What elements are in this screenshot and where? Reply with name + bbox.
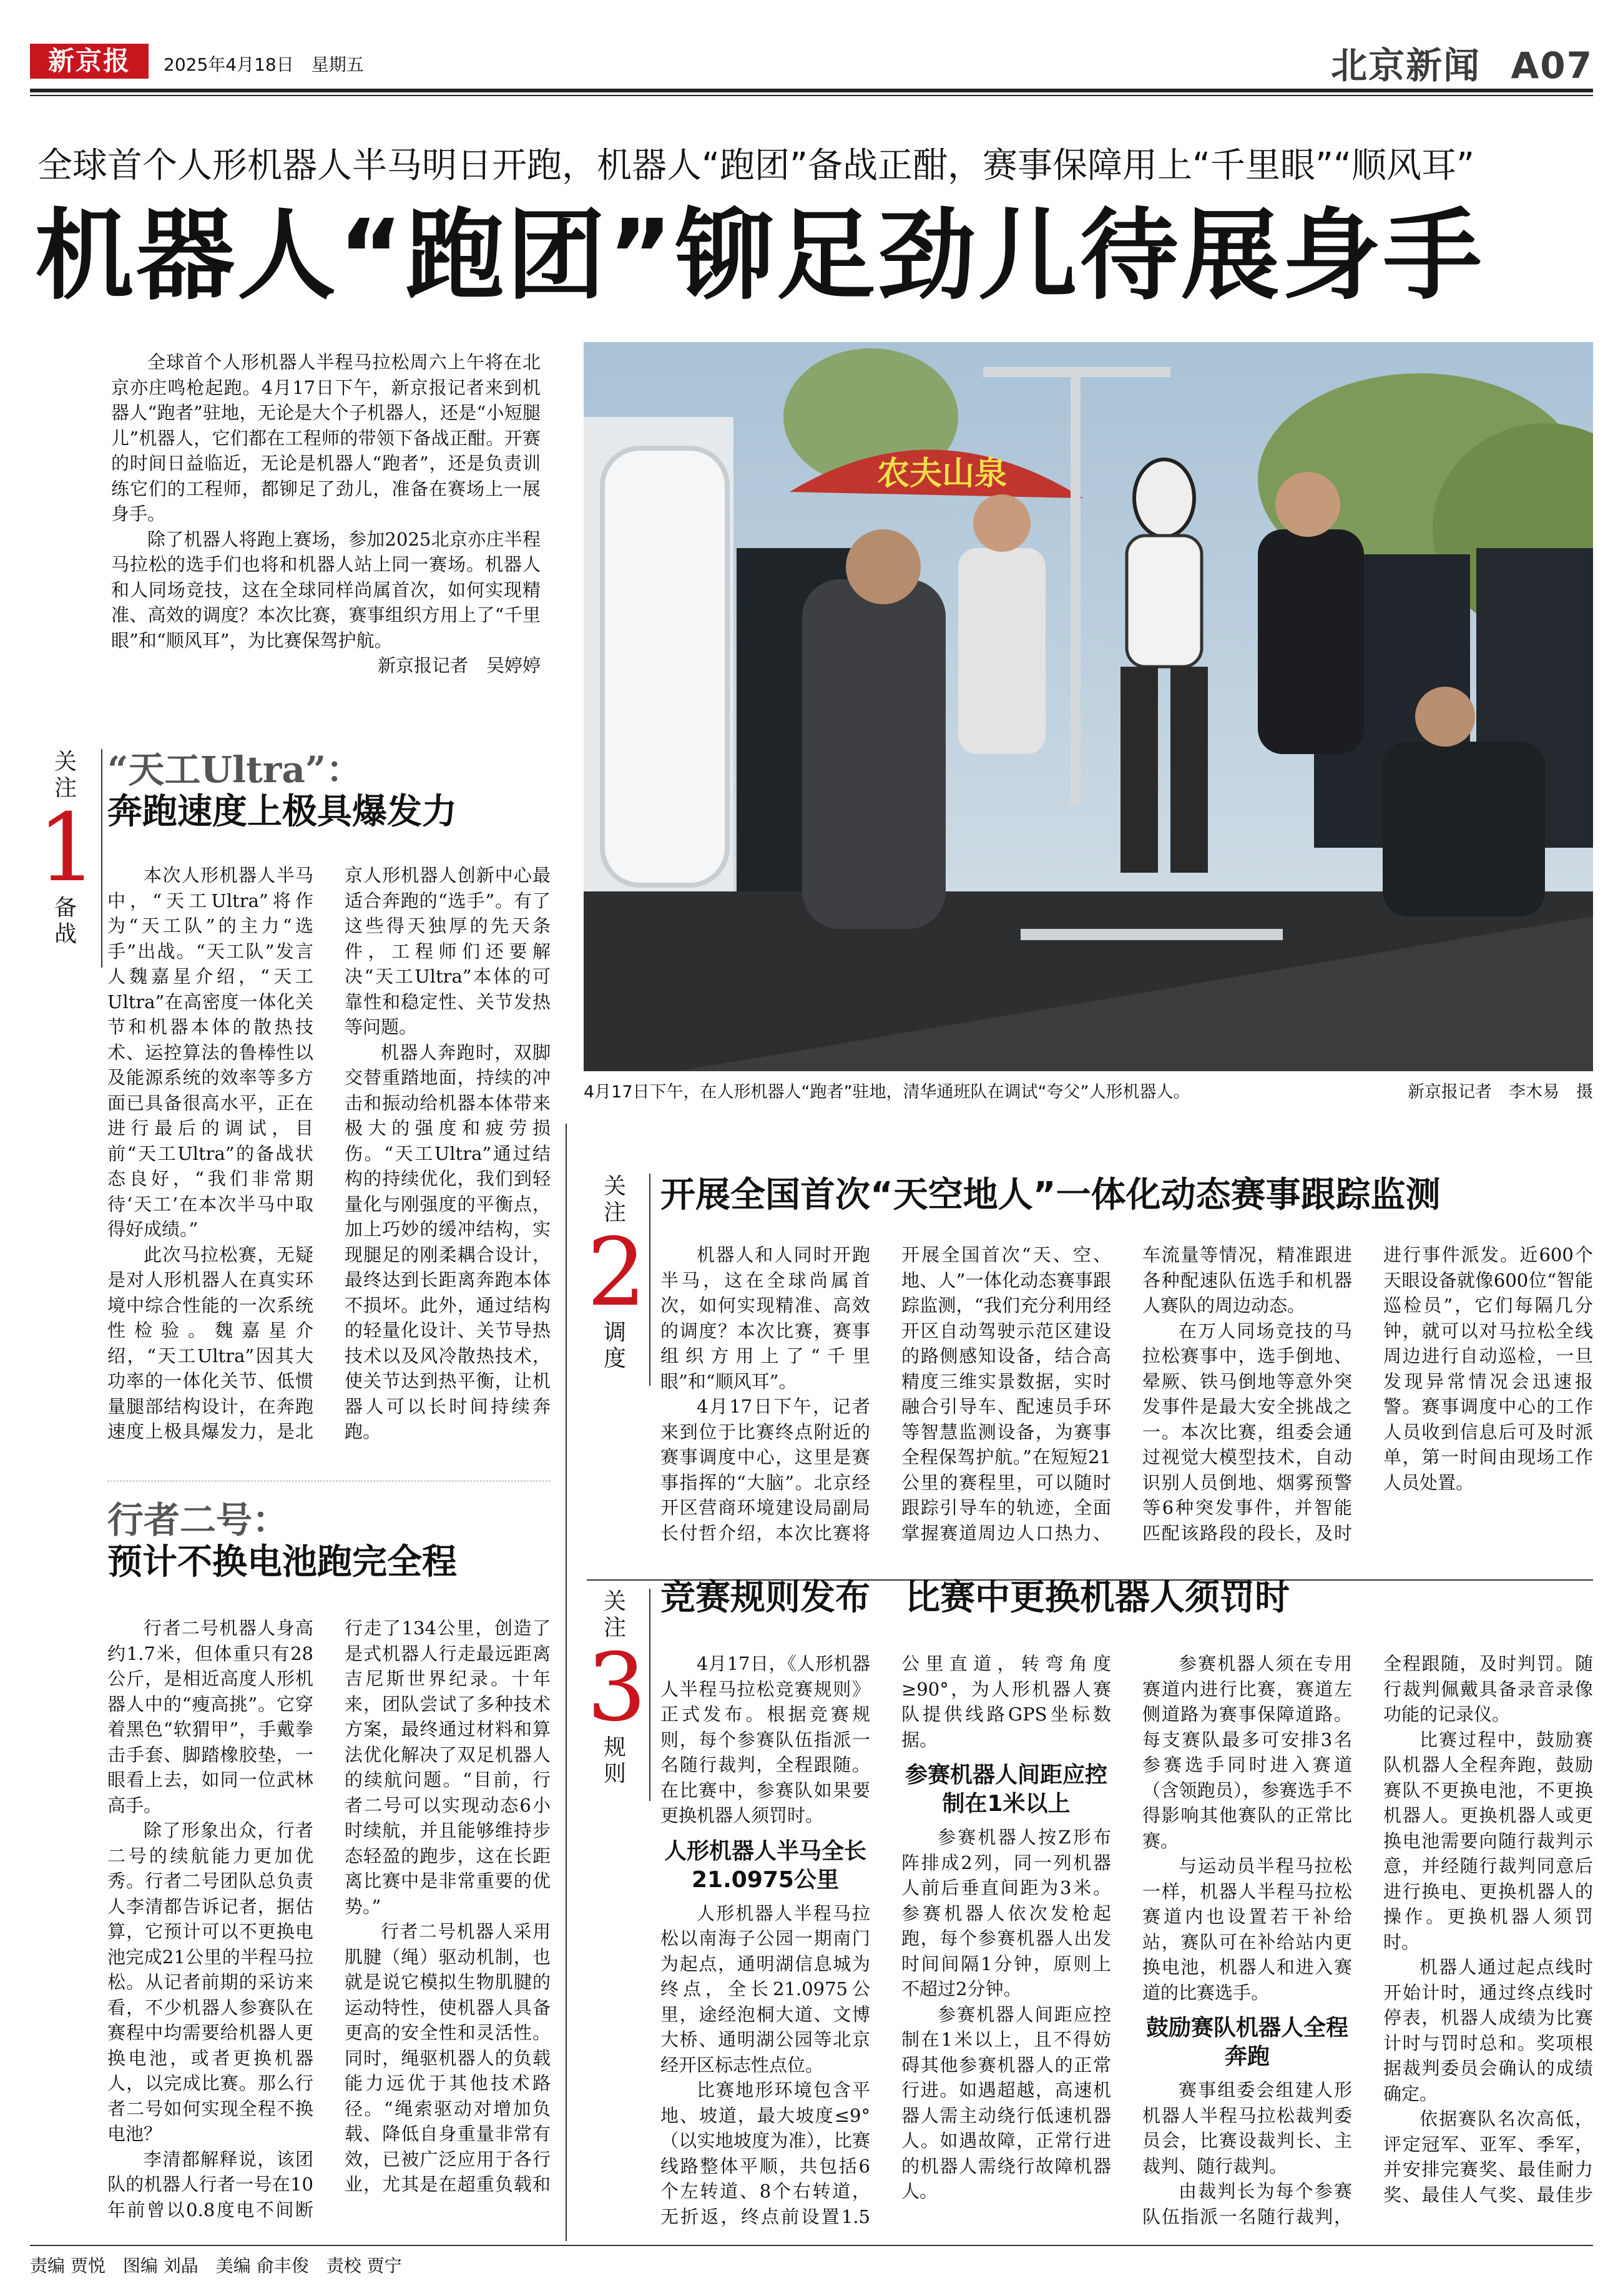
focus1-part2-title-a: 行者二号：	[107, 1499, 289, 1541]
focus3-divider	[649, 1589, 650, 1801]
article-paragraph: 参赛机器人间距应控制在1米以上，且不得妨碍其他参赛机器人的正常行进。如遇超越，高速机器人需主动绕行低速机器人。如遇故障，正常行进的机器人需绕行故障机器人。	[901, 2003, 1111, 2202]
article-paragraph: 机器人通过起点线时开始计时，通过终点线时停表，机器人成绩为比赛计时与罚时总和。奖项根据裁判委员会确认的成绩确定。	[1383, 1956, 1593, 2104]
issue-date: 2025年4月18日 星期五	[164, 54, 364, 75]
article-paragraph: 本次人形机器人半马中，“天工Ultra”将作为“天工队”的主力“选手”出战。“天工队”发言人魏嘉星介绍，“天工Ultra”在高密度一体化关节和机器本体的散热技术、运控算法的鲁棒性以及能源系统的效率等多方面已具备很高水平，正在进行最后的调试，目前“天工Ultra”的备战状态良好，“我们非常期待‘天工’在本次半马中取得好成绩。”	[107, 865, 313, 1240]
focus1-part1-title-b: 奔跑速度上极具爆发力	[107, 792, 457, 832]
editor-credits: 责编 贾悦 图编 刘晶 美编 俞丰俊 责校 贾宁	[30, 2255, 402, 2276]
article-paragraph: 4月17日下午，记者来到位于比赛终点附近的赛事调度中心，这里是赛事指挥的“大脑”。北京经开区营商环境建设局副局长付哲介绍，本次比赛将开展全国首次“天、空、地、人”一体化动态赛事跟踪监测，“我们充分利用经开区自动驾驶示范区建设的路侧感知设备，结合高精度三维实景数据，实时融合引导车、配速员手环等智慧监测设备，为赛事全程保驾护航。”在短短21公里的赛程里，可以随时跟踪引导车的轨迹，全面掌握赛道周边人口热力、车流量等情况，精准跟进各种配速队伍选手和机器人赛队的周边动态。	[660, 1244, 1352, 1544]
article-paragraph: 参赛机器人须在专用赛道内进行比赛，赛道左侧道路为赛事保障道路。每支赛队最多可安排3名参赛选手同时进入赛道（含领跑员），参赛选手不得影响其他赛队的正常比赛。	[1142, 1653, 1352, 1852]
article-paragraph: 参赛机器人按Z形布阵排成2列，同一列机器人前后垂直间距为3米。参赛机器人依次发枪起跑，每个参赛机器人出发时间间隔1分钟，原则上不超过2分钟。	[901, 1827, 1111, 1999]
footer-rule	[30, 2245, 1593, 2246]
focus1-divider	[101, 749, 102, 968]
focus2-badge	[587, 1174, 647, 1372]
article-paragraph: 比赛过程中，鼓励赛队机器人全程奔跑，鼓励赛队不更换电池，不更换机器人。更换机器人或更换电池需要向随行裁判示意，并经随行裁判同意后进行换电、更换机器人的操作。更换机器人须罚时。	[1383, 1729, 1593, 1953]
newspaper-logo: 新京报	[30, 44, 149, 79]
article-paragraph: 由裁判长为每个参赛队伍指派一名随行裁判，全程跟随，及时判罚。随行裁判佩戴具备录音录像功能的记录仪。	[1142, 1653, 1593, 2227]
focus3-title: 竞赛规则发布 比赛中更换机器人须罚时	[660, 1577, 1290, 1618]
lead-text	[111, 350, 541, 718]
article-paragraph: 李清都解释说，该团队的机器人行者一号在10年前曾以0.8度电不间断行走了134公里，创造了是式机器人行走最远距离吉尼斯世界纪录。十年来，团队尝试了多种技术方案，最终通过材料和算法优化解决了双足机器人的续航问题。“目前，行者二号可以实现动态6小时续航，并且能够维持步态轻盈的跑步，这在长距离比赛中是非常重要的优势。”	[107, 1617, 551, 2220]
masthead-rule-thin	[30, 95, 1593, 96]
masthead-rule	[30, 89, 1593, 92]
focus-topic: 备战	[54, 895, 77, 947]
focus-topic: 调度	[603, 1320, 626, 1371]
article-paragraph: 比赛地形环境包含平地、坡道，最大坡度≤9°（以实地坡度为准），比赛线路整体平顺，共包括6个左转道、8个右转道，无折返，终点前设置1.5公里直道，转弯角度≥90°，为人形机器人赛队提供线路GPS坐标数据。	[660, 1653, 1111, 2227]
umbrella-brand: 农夫山泉	[877, 455, 1008, 493]
column-divider	[566, 1124, 567, 2241]
focus1-badge	[37, 749, 97, 948]
photo-caption: 4月17日下午，在人形机器人“跑者”驻地，清华通班队在调试“夸父”人形机器人。	[584, 1082, 1190, 1102]
focus2-text	[660, 1242, 1593, 1573]
focus3-text	[660, 1651, 1593, 2238]
focus-number: 2	[587, 1219, 647, 1327]
article-paragraph: 人形机器人半程马拉松以南海子公园一期南门为起点，通明湖信息城为终点，全长21.0975公里，途经泡桐大道、文博大桥、通明湖公园等北京经开区标志性点位。	[660, 1902, 870, 2076]
focus3-sub1-title: 人形机器人半马全长21.0975公里	[664, 1838, 866, 1893]
article-paragraph: 依据赛队名次高低，评定冠军、亚军、季军，并安排完赛奖、最佳耐力奖、最佳人气奖、最佳步	[1383, 2108, 1593, 2205]
focus-label: 关注	[603, 1589, 626, 1641]
focus1-part2-text	[107, 1616, 551, 2232]
lead-paragraph: 除了机器人将跑上赛场，参加2025北京亦庄半程马拉松的选手们也将和机器人站上同一赛场。机器人和人同场竞技，这在全球同样尚属首次，如何实现精准、高效的调度？本次比赛，赛事组织方用上了“千里眼”和“顺风耳”，为比赛保驾护航。	[111, 528, 541, 651]
news-photo	[584, 342, 1593, 1071]
article-paragraph: 4月17日，《人形机器人半程马拉松竞赛规则》正式发布。根据竞赛规则，每个参赛队伍指派一名随行裁判，全程跟随。在比赛中，参赛队如果要更换机器人须罚时。	[660, 1653, 870, 1826]
photo-caption-row	[584, 1081, 1593, 1104]
section-header	[1331, 36, 1593, 89]
focus3-sub3-title: 鼓励赛队机器人全程奔跑	[1145, 2015, 1348, 2069]
article-paragraph: 赛事组委会组建人形机器人半程马拉松裁判委员会，比赛设裁判长、主裁判、随行裁判。	[1142, 2079, 1352, 2177]
lead-paragraph: 全球首个人形机器人半程马拉松周六上午将在北京亦庄鸣枪起跑。4月17日下午，新京报记者来到机器人“跑者”驻地，无论是大个子机器人，还是“小短腿儿”机器人，它们都在工程师的带领下备战正酣。开赛的时间日益临近，无论是机器人“跑者”，还是负责训练它们的工程师，都铆足了劲儿，准备在赛场上一展身手。	[111, 351, 541, 524]
focus1-part1-title-a: “天工Ultra”：	[107, 748, 363, 791]
photo-illustration	[584, 342, 1593, 1071]
article-paragraph: 此次马拉松赛，无疑是对人形机器人在真实环境中综合性能的一次系统性检验。魏嘉星介绍，“天工Ultra”因其大功率的一体化关节、低惯量腿部结构设计，在奔跑速度上极具爆发力，是北京人形机器人创新中心最适合奔跑的“选手”。有了这些得天独厚的先天条件，工程师们还要解决“天工Ultra”本体的可靠性和稳定性、关节发热等问题。	[107, 865, 551, 1442]
focus-number: 3	[587, 1634, 647, 1742]
article-paragraph: 行者二号机器人身高约1.7米，但体重只有28公斤，是相近高度人形机器人中的“瘦高挑”。它穿着黑色“软猬甲”，手戴拳击手套、脚踏橡胶垫，一眼看上去，如同一位武林高手。	[107, 1617, 313, 1816]
photo-credit: 新京报记者 李木易 摄	[1408, 1082, 1593, 1102]
article-paragraph: 行者二号机器人采用肌腱（绳）驱动机制，也就是说它模拟生物肌腱的运动特性，使机器人具备更高的安全性和灵活性。同时，绳驱机器人的负载能力远优于其他技术路径。“绳索驱动对增加负载、降低自身重量非常有效，已被广泛应用于各行业，尤其是在超重负载和	[345, 1921, 551, 2195]
focus2-title: 开展全国首次“天空地人”一体化动态赛事跟踪监测	[660, 1175, 1441, 1215]
focus2-divider	[649, 1174, 650, 1386]
focus1-part1-text	[107, 863, 551, 1465]
focus3-sub2-title: 参赛机器人间距应控制在1米以上	[905, 1762, 1107, 1817]
focus1-part2-title-b: 预计不换电池跑完全程	[107, 1542, 457, 1582]
article-paragraph: 除了形象出众，行者二号的续航能力更加优秀。行者二号团队总负责人李清都告诉记者，据估算，它预计可以不更换电池完成21公里的半程马拉松。从记者前期的采访来看，不少机器人参赛队在赛程中均需要给机器人更换电池，或者更换机器人，以完成比赛。那么行者二号如何实现全程不换电池？	[107, 1820, 313, 2144]
focus-number: 1	[37, 794, 97, 903]
focus-topic: 规则	[603, 1735, 626, 1787]
article-paragraph: 机器人奔跑时，双脚交替重踏地面，持续的冲击和振动给机器本体带来极大的强度和疲劳损伤。“天工Ultra”通过结构的持续优化，我们到轻量化与刚强度的平衡点，加上巧妙的缓冲结构，实现腿足的刚柔耦合设计，最终达到长距离奔跑本体不损坏。此外，通过结构的轻量化设计、关节导热技术以及风冷散热技术，使关节达到热平衡，让机器人可以长时间持续奔跑。	[345, 1041, 551, 1442]
headline-title: 机器人“跑团”铆足劲儿待展身手	[35, 199, 1484, 313]
focus-label: 关注	[603, 1174, 626, 1225]
page-number: A07	[1511, 44, 1593, 87]
lead-byline: 新京报记者 吴婷婷	[377, 655, 541, 676]
section-name: 北京新闻	[1331, 44, 1481, 87]
article-paragraph: 与运动员半程马拉松一样，机器人半程马拉松赛道内也设置若干补给站，赛队可在补给站内更换电池，机器人和进入赛道的比赛选手。	[1142, 1855, 1352, 2003]
focus-label: 关注	[54, 749, 77, 801]
article-paragraph: 在万人同场竞技的马拉松赛事中，选手倒地、晕厥、铁马倒地等意外突发事件是最大安全挑战之一。本次比赛，组委会通过视觉大模型技术，自动识别人员倒地、烟雾预警等6种突发事件，并智能匹配该路段的段长，及时进行事件派发。近600个天眼设备就像600位“智能巡检员”，它们每隔几分钟，就可以对马拉松全线周边进行自动巡检，一旦发现异常情况会迅速报警。赛事调度中心的工作人员收到信息后可及时派单，第一时间由现场工作人员处置。	[1142, 1244, 1593, 1544]
article-paragraph: 机器人和人同时开跑半马，这在全球尚属首次，如何实现精准、高效的调度？本次比赛，赛事组织方用上了“千里眼”和“顺风耳”。	[660, 1244, 870, 1392]
headline-subhead: 全球首个人形机器人半马明日开跑，机器人“跑团”备战正酣，赛事保障用上“千里眼”“顺风耳”	[37, 145, 1475, 186]
focus3-badge	[587, 1589, 647, 1787]
